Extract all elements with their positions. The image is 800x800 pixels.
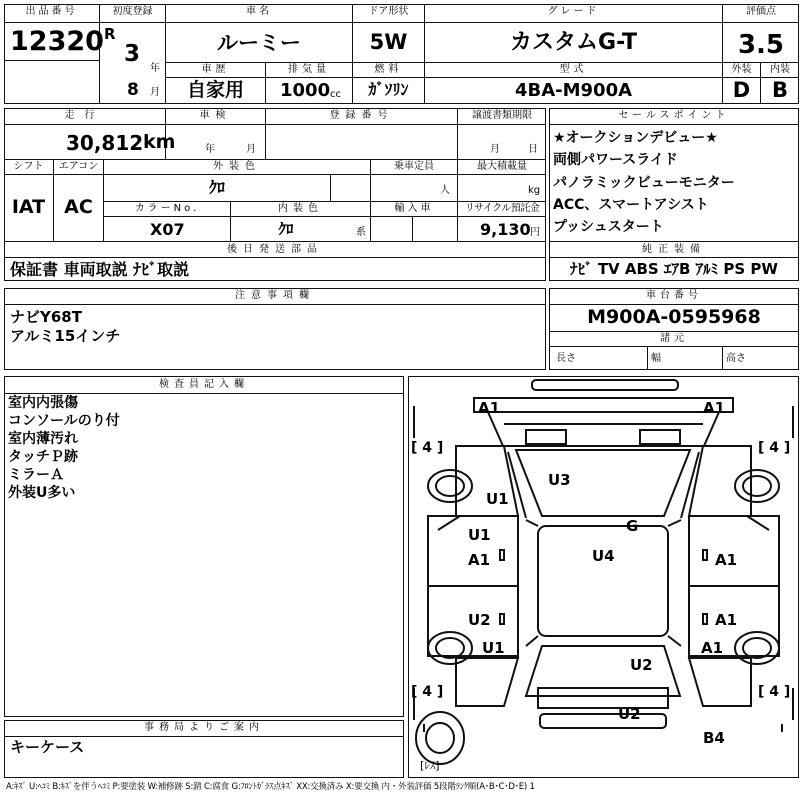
load-unit: kg — [528, 185, 541, 196]
lot-number: 12320 — [10, 26, 104, 57]
ext-grade: D — [732, 78, 751, 102]
mark-a1-front-left: A1 — [478, 399, 501, 417]
mark-4-front-right: [ 4 ] — [758, 440, 791, 456]
inspector-label: 検査員記入欄 — [159, 379, 249, 390]
displacement-label: 排気量 — [288, 64, 330, 75]
color: ｸﾛ — [208, 178, 225, 197]
recycle-fee: 9,130 — [480, 220, 531, 239]
mark-u2-left-rear-door: U2 — [468, 611, 491, 629]
color-number: X07 — [150, 220, 185, 239]
fuel: ｶﾞｿﾘﾝ — [368, 80, 409, 99]
load-label: 最大積載量 — [477, 161, 527, 172]
mileage-unit: km — [143, 131, 176, 153]
spec-height: 高さ — [726, 353, 746, 364]
mark-a1-left-door: A1 — [468, 551, 491, 569]
history-label: 車歴 — [201, 64, 230, 75]
mark-a1-front-right: A1 — [703, 399, 726, 417]
ac-label: エアコン — [58, 161, 99, 172]
interior-color-label: 内装色 — [278, 203, 323, 214]
color-number-label: カラーNo. — [134, 203, 200, 214]
color-label: 外装色 — [213, 161, 261, 172]
recycle-label: リサイクル預託金 — [464, 203, 540, 214]
sales-point-1: ★オークションデビュー★ — [553, 130, 718, 146]
ext-grade-label: 外装 — [731, 64, 752, 75]
reg-label: 初度登録 — [112, 6, 153, 17]
ac: AC — [64, 196, 93, 218]
displacement-unit: cc — [330, 89, 341, 100]
mark-u2-bumper: U2 — [618, 705, 641, 723]
reg-year-unit: 年 — [150, 63, 160, 74]
chassis-number: M900A-0595968 — [587, 306, 761, 328]
sales-point-4: ACC、スマートアシスト — [553, 197, 709, 213]
mileage-label: 走行 — [64, 110, 105, 121]
office-text: キーケース — [10, 738, 85, 756]
office-label: 事務局よりご案内 — [144, 722, 264, 733]
note-1: ナビY68T — [10, 308, 82, 326]
legend: A:ｷｽﾞ U:ﾍｺﾐ B:ｷｽﾞを伴うﾍｺﾐ P:要塗装 W:補修跡 S:錆 C:腐食 G:ﾌﾛﾝﾄｶﾞﾗｽ点ｷｽﾞ XX:交換済み X:要交換 内・外装評価 5段階ﾗﾝｸ順(A･B･C･D･E) 1 — [6, 782, 535, 792]
lot-label: 出品番号 — [25, 6, 78, 17]
mark-u4-roof: U4 — [592, 547, 615, 565]
reg-month: 8 — [127, 80, 139, 100]
inspector-note-5: ミラーＡ — [8, 467, 64, 483]
displacement: 1000 — [280, 80, 331, 101]
mark-u1-left-fender: U1 — [486, 490, 509, 508]
later-parts: 保証書 車両取説 ﾅﾋﾞ取説 — [10, 260, 190, 279]
inspection-label: 車検 — [199, 110, 232, 121]
mark-a1-right-rear-door: A1 — [715, 611, 738, 629]
inspector-note-6: 外装U多い — [8, 485, 76, 501]
inspector-note-4: タッチＰ跡 — [8, 449, 78, 465]
reg-era: R — [104, 25, 116, 43]
interior-color: ｸﾛ — [278, 220, 294, 238]
int-grade: B — [771, 78, 788, 102]
import-label: 輸入車 — [394, 203, 434, 214]
mark-u1-left-door: U1 — [468, 526, 491, 544]
capacity-label: 乗車定員 — [394, 161, 434, 172]
inspection-year-unit: 年 — [205, 144, 215, 155]
shift: IAT — [11, 196, 46, 218]
note-2: アルミ15インチ — [10, 327, 121, 345]
equipment-label: 純正装備 — [642, 244, 706, 255]
reg-year: 3 — [124, 41, 141, 67]
later-parts-label: 後日発送部品 — [227, 244, 323, 255]
inspector-note-1: 室内内張傷 — [8, 395, 78, 411]
mark-g: G — [626, 517, 639, 535]
mark-4-rear-right: [ 4 ] — [758, 684, 791, 700]
interior-color-unit: 系 — [356, 227, 366, 238]
score: 3.5 — [737, 30, 785, 60]
inspection-month-unit: 月 — [246, 144, 256, 155]
car-name-label: 車名 — [246, 6, 272, 17]
mark-4-front-left: [ 4 ] — [411, 440, 444, 456]
score-label: 評価点 — [746, 6, 776, 17]
door-label: ドア形状 — [368, 6, 409, 17]
car-name: ルーミー — [217, 31, 301, 55]
fuel-label: 燃料 — [374, 64, 403, 75]
transfer-month-unit: 月 — [490, 144, 500, 155]
mark-a1-right-door: A1 — [715, 551, 738, 569]
mark-res: [ﾚｽ] — [420, 759, 440, 772]
transfer-label: 譲渡書類期限 — [472, 110, 532, 121]
chassis-label: 車台番号 — [646, 290, 702, 301]
inspector-note-2: コンソールのり付 — [8, 413, 120, 429]
inspector-note-3: 室内薄汚れ — [8, 431, 78, 447]
transfer-day-unit: 日 — [528, 144, 538, 155]
equipment: ﾅﾋﾞ TV ABS ｴｱB ｱﾙﾐ PS PW — [570, 260, 778, 278]
mark-u3-windshield: U3 — [548, 471, 571, 489]
reg-month-unit: 月 — [150, 87, 160, 98]
mark-u1-left-rear-wheel: U1 — [482, 639, 505, 657]
model-label: 型式 — [559, 64, 588, 75]
capacity-unit: 人 — [440, 185, 450, 196]
sales-points-label: セールスポイント — [618, 110, 730, 121]
sales-point-2: 両側パワースライド — [553, 152, 678, 168]
notes-label: 注意事項欄 — [235, 290, 315, 301]
int-grade-label: 内装 — [770, 64, 790, 75]
model: 4BA-M900A — [514, 80, 633, 101]
shift-label: シフト — [13, 161, 44, 172]
mark-a1-right-rear-wheel: A1 — [701, 639, 724, 657]
grade-label: グレード — [547, 6, 600, 17]
grade: カスタムG-T — [510, 30, 637, 55]
spec-length: 長さ — [556, 353, 576, 364]
door-type: 5W — [369, 30, 408, 54]
reg-number-label: 登録番号 — [329, 110, 394, 121]
recycle-unit: 円 — [530, 227, 540, 238]
mileage: 30,812 — [66, 131, 144, 155]
mark-u2-rear-glass: U2 — [630, 656, 653, 674]
sales-point-5: プッシュスタート — [553, 219, 664, 235]
sales-point-3: パノラミックビューモニター — [553, 175, 735, 191]
history: 自家用 — [186, 79, 244, 101]
spec-width: 幅 — [651, 353, 661, 364]
spec-label: 諸元 — [660, 333, 688, 344]
mark-4-rear-left: [ 4 ] — [411, 684, 444, 700]
car-diagram — [408, 376, 799, 778]
mark-b4-rear-corner: B4 — [703, 729, 725, 747]
